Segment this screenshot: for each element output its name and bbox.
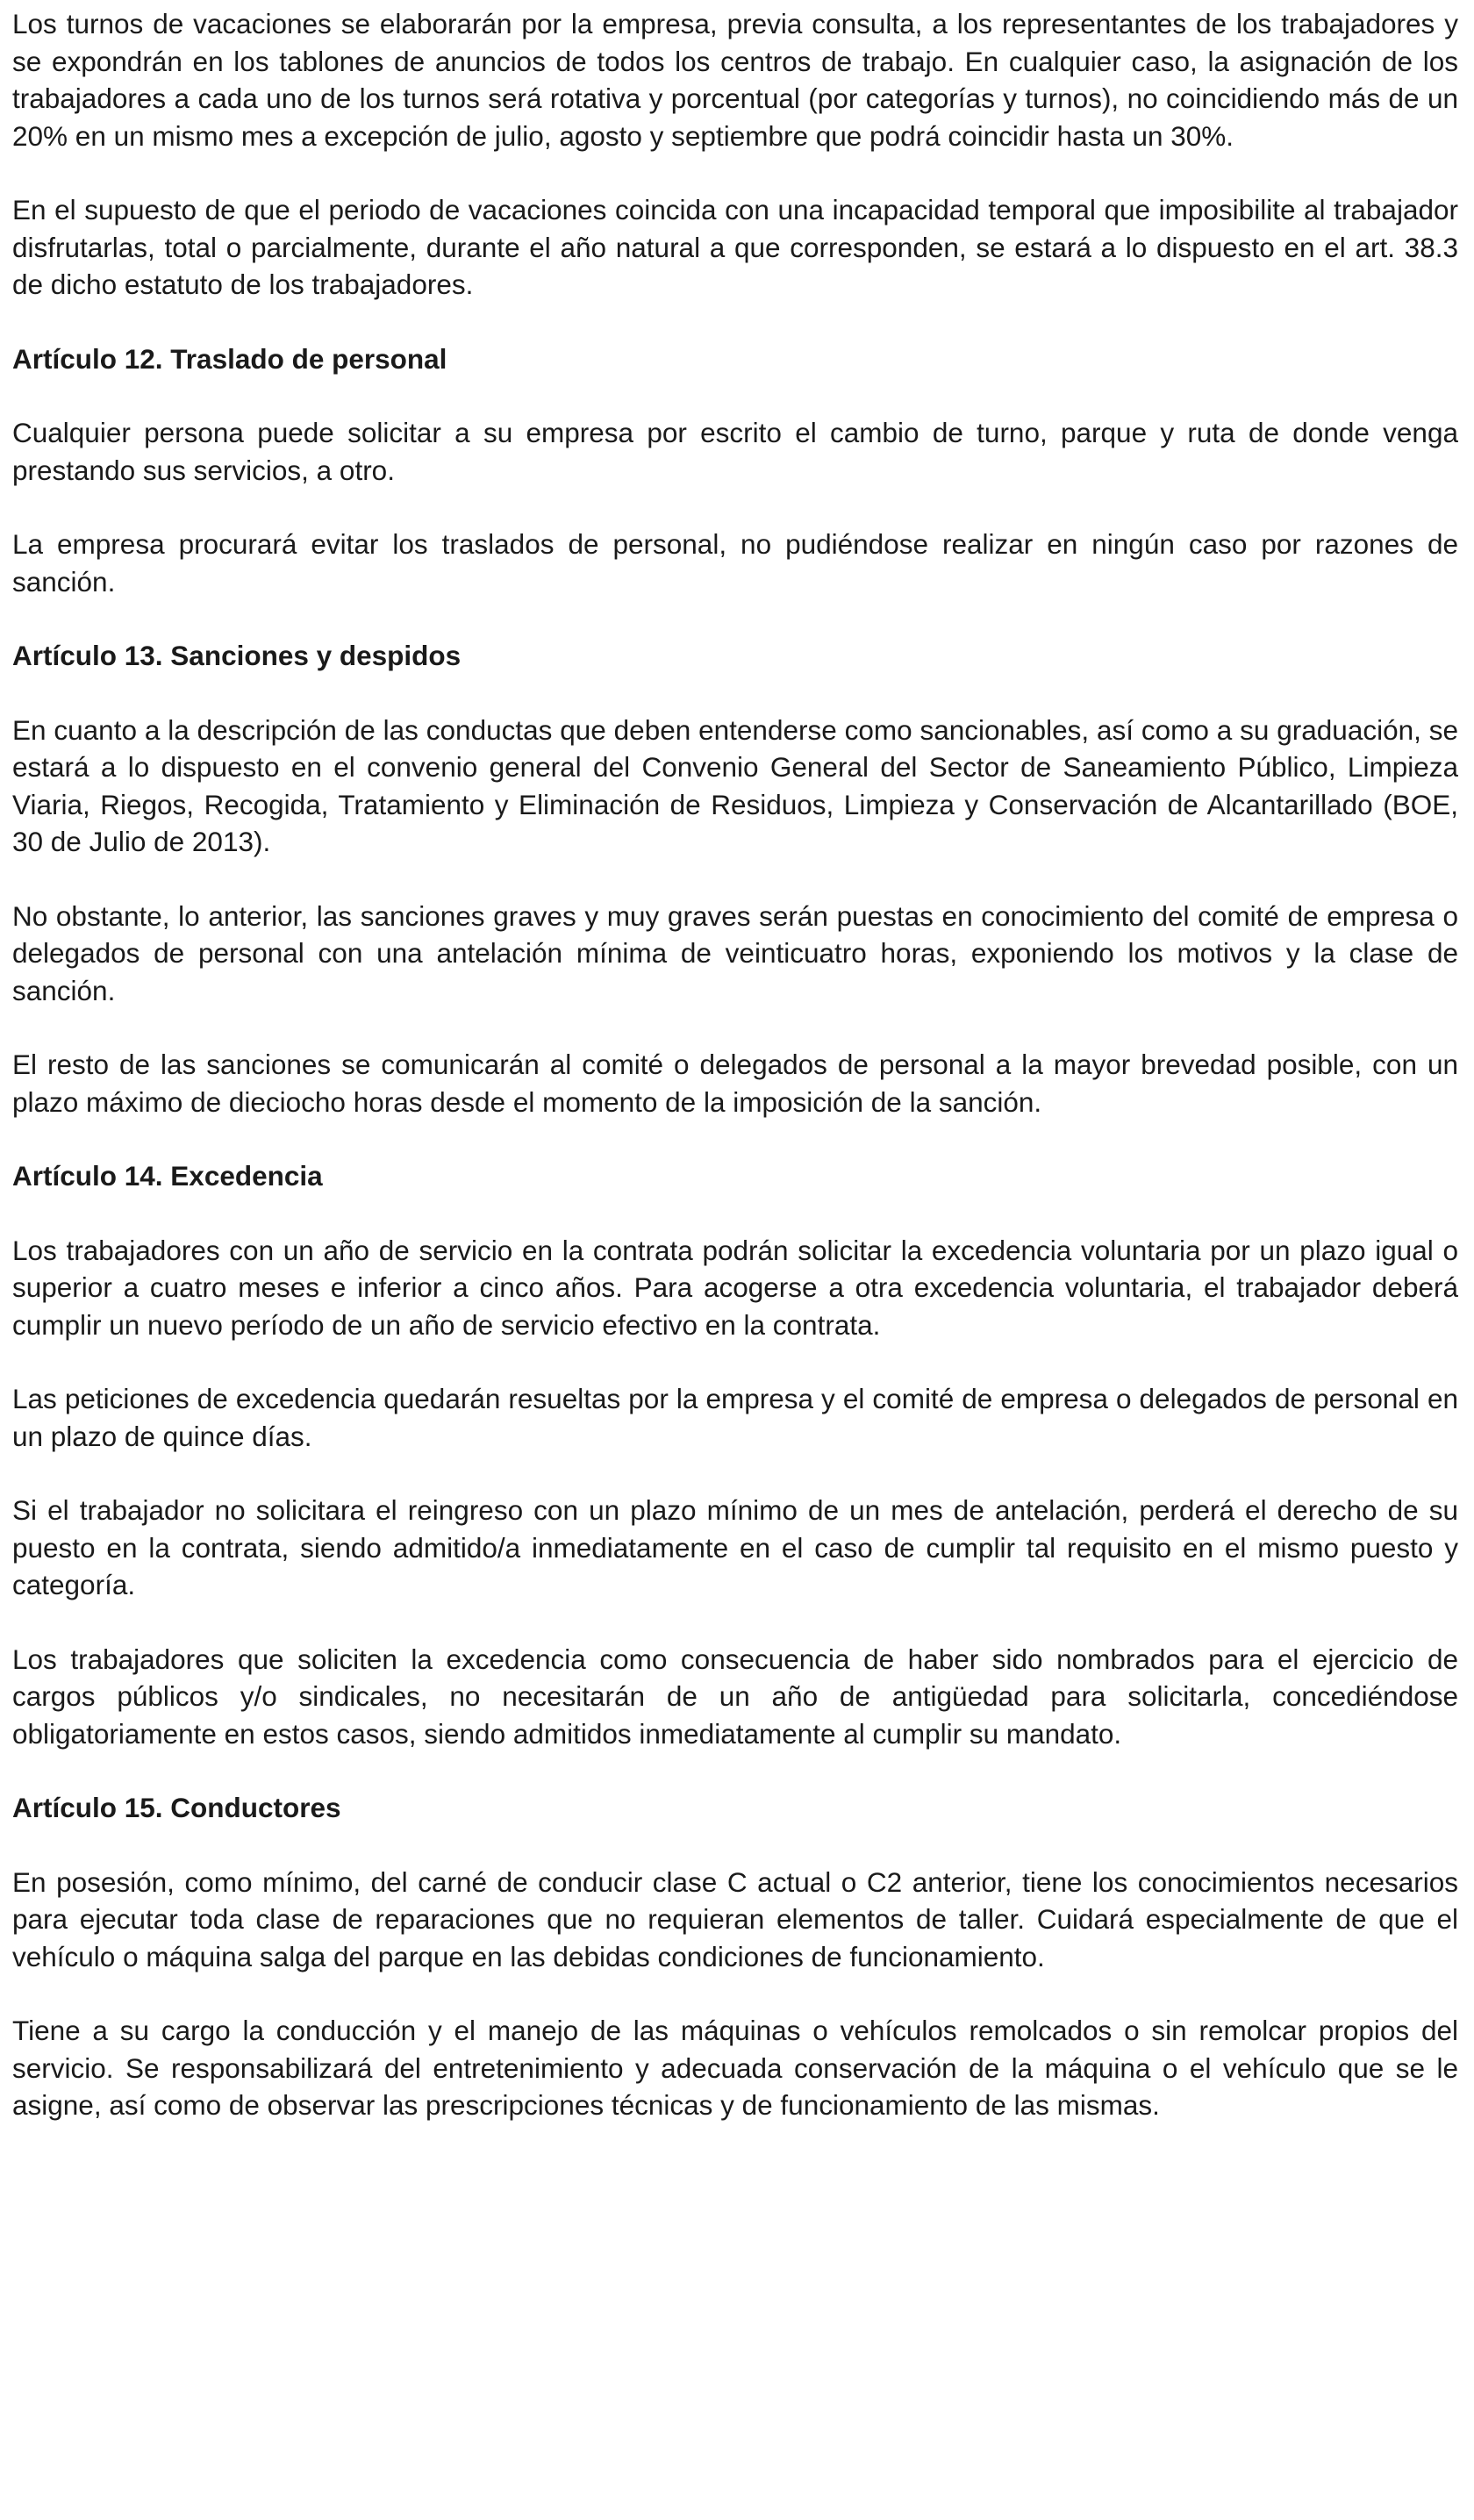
paragraph-drivers-license: En posesión, como mínimo, del carné de conducir clase C actual o C2 anterior, tiene los conocimientos necesarios para ejecutar toda clase de reparaciones que no requieran elementos de taller. Cuidará especialmente de que el vehículo o máquina salga del parque en las debidas condiciones de funcionamiento. — [12, 1865, 1458, 1972]
paragraph-transfer-request: Cualquier persona puede solicitar a su empresa por escrito el cambio de turno, parque y ruta de donde venga prestando sus servicios, a otro. — [12, 417, 1458, 486]
paragraph-drivers-duties: Tiene a su cargo la conducción y el manejo de las máquinas o vehículos remolcados o sin remolcar propios del servicio. Se responsabilizará del entretenimiento y adecuada conservación de la máquina o el vehículo que se le asigne, así como de observar las prescripciones técnicas y de funcionamiento de las mismas. — [12, 2015, 1458, 2121]
paragraph-vacation-shifts: Los turnos de vacaciones se elaborarán por la empresa, previa consulta, a los representantes de los trabajadores y se expondrán en los tablones de anuncios de todos los centros de trabajo. En cualquier caso, la asignación de los trabajadores a cada uno de los turnos será rotativa y porcentual (por categorías y turnos), no coincidiendo más de un 20% en un mismo mes a excepción de julio, agosto y septiembre que podrá coincidir hasta un 30%. — [12, 8, 1458, 152]
paragraph-leave-eligibility: Los trabajadores con un año de servicio en la contrata podrán solicitar la excedencia voluntaria por un plazo igual o superior a cuatro meses e inferior a cinco años. Para acogerse a otra excedencia voluntaria, el trabajador deberá cumplir un nuevo período de un año de servicio efectivo en la contrata. — [12, 1234, 1458, 1341]
paragraph-sanctions-rest: El resto de las sanciones se comunicarán al comité o delegados de personal a la mayor brevedad posible, con un plazo máximo de dieciocho horas desde el momento de la imposición de la sanción. — [12, 1049, 1458, 1118]
document-page — [12, 5, 1458, 2161]
paragraph-sanctions-description: En cuanto a la descripción de las conductas que deben entenderse como sancionables, así como a su graduación, se estará a lo dispuesto en el convenio general del Convenio General del Sector de Saneamiento Público, Limpieza Viaria, Riegos, Recogida, Tratamiento y Eliminación de Residuos, Limpieza y Conservación de Alcantarillado (BOE, 30 de Julio de 2013). — [12, 713, 1458, 857]
paragraph-transfer-avoid: La empresa procurará evitar los traslados de personal, no pudiéndose realizar en ningún caso por razones de sanción. — [12, 528, 1458, 598]
heading-article-13: Artículo 13. Sanciones y despidos — [12, 640, 462, 671]
heading-article-15: Artículo 15. Conductores — [12, 1792, 341, 1823]
paragraph-vacation-incapacity: En el supuesto de que el periodo de vacaciones coincida con una incapacidad temporal que imposibilite al trabajador disfrutarlas, total o parcialmente, durante el año natural a que corresponden, se estará a lo dispuesto en el art. 38.3 de dicho estatuto de los trabajadores. — [12, 194, 1458, 300]
paragraph-sanctions-notice: No obstante, lo anterior, las sanciones graves y muy graves serán puestas en conocimiento del comité de empresa o delegados de personal con una antelación mínima de veinticuatro horas, exponiendo los motivos y la clase de sanción. — [12, 899, 1458, 1006]
paragraph-leave-requests: Las peticiones de excedencia quedarán resueltas por la empresa y el comité de empresa o delegados de personal en un plazo de quince días. — [12, 1383, 1458, 1452]
heading-article-12: Artículo 12. Traslado de personal — [12, 342, 447, 375]
paragraph-leave-reentry: Si el trabajador no solicitara el reingreso con un plazo mínimo de un mes de antelación, perderá el derecho de su puesto en la contrata, siendo admitido/a inmediatamente en el caso de cumplir tal requisito en el mismo puesto y categoría. — [12, 1494, 1458, 1600]
paragraph-leave-public-office: Los trabajadores que soliciten la excedencia como consecuencia de haber sido nombrados para el ejercicio de cargos públicos y/o sindicales, no necesitarán de un año de antigüedad para solicitarla, concediéndose obligatoriamente en estos casos, siendo admitidos inmediatamente al cumplir su mandato. — [12, 1643, 1458, 1750]
heading-article-14: Artículo 14. Excedencia — [12, 1160, 323, 1192]
